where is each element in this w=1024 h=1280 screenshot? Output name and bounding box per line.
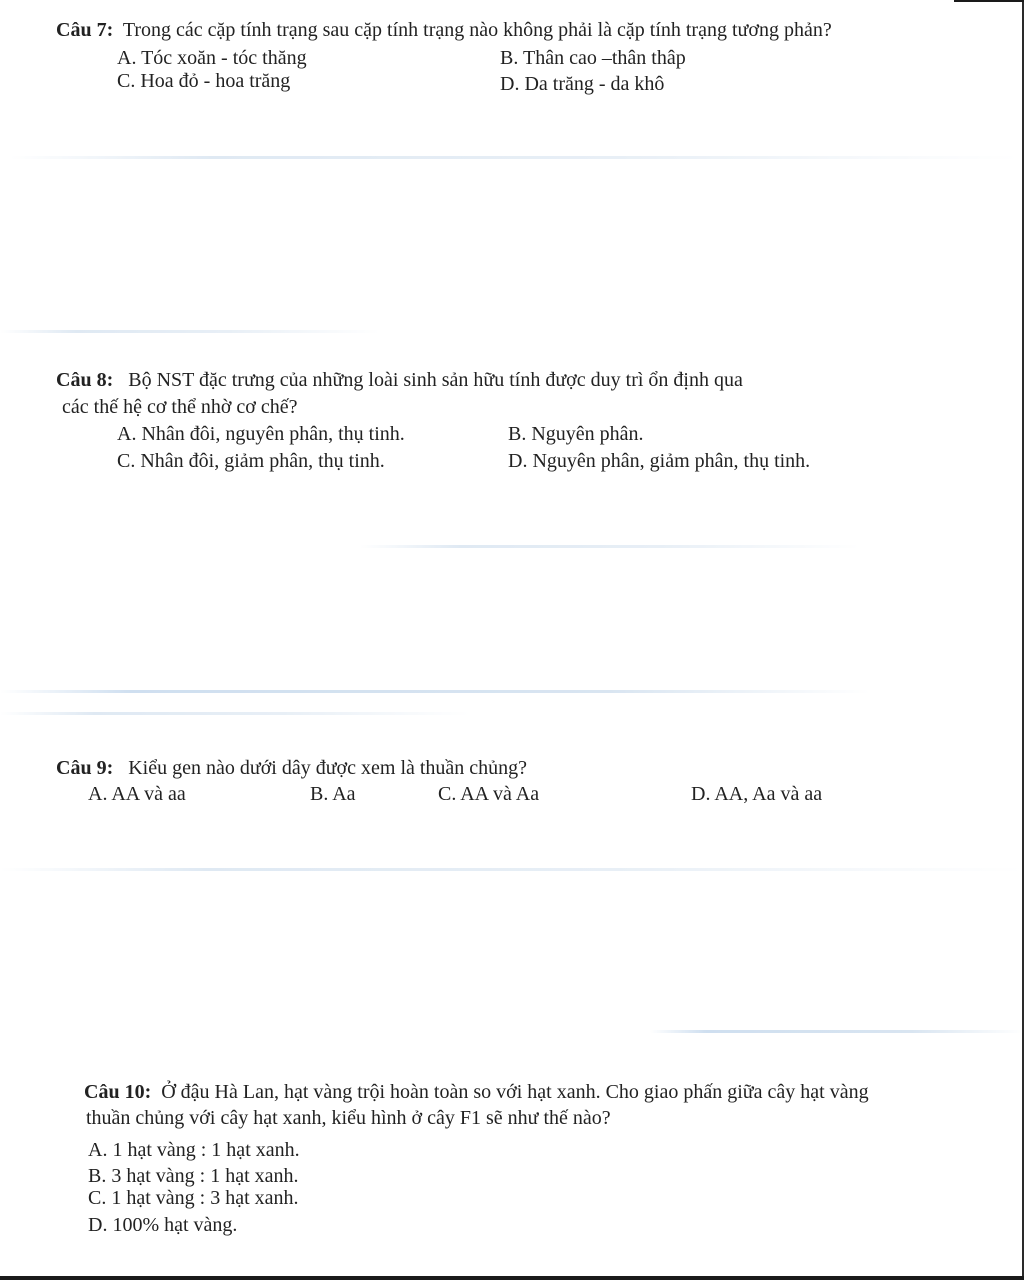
question-9-label: Câu 9: [56, 757, 114, 779]
question-7-label: Câu 7: [56, 19, 114, 41]
question-9-option-a[interactable]: A. AA và aa [88, 783, 186, 805]
question-9-option-b[interactable]: B. Aa [310, 783, 356, 805]
question-8-label: Câu 8: [56, 369, 114, 391]
question-10-text-continued: thuần chủng với cây hạt xanh, kiểu hình ở cây F1 sẽ như thế nào? [86, 1107, 611, 1129]
question-10-option-c[interactable]: C. 1 hạt vàng : 3 hạt xanh. [88, 1187, 299, 1209]
question-9-option-d[interactable]: D. AA, Aa và aa [691, 783, 823, 805]
question-8-stem [56, 368, 743, 392]
question-10-option-b[interactable]: B. 3 hạt vàng : 1 hạt xanh. [88, 1165, 299, 1187]
question-8-option-a[interactable]: A. Nhân đôi, nguyên phân, thụ tinh. [117, 423, 405, 445]
question-10-label: Câu 10: [84, 1081, 152, 1103]
separator [0, 712, 470, 715]
bottom-frame-edge [0, 1276, 1024, 1280]
question-9-stem [56, 756, 527, 780]
question-8-option-c[interactable]: C. Nhân đôi, giảm phân, thụ tinh. [117, 450, 385, 472]
separator [10, 156, 1020, 159]
separator [650, 1030, 1024, 1033]
question-9-text: Kiểu gen nào dưới dây được xem là thuần chủng? [128, 757, 528, 779]
question-10-stem [84, 1080, 869, 1104]
question-10-option-a[interactable]: A. 1 hạt vàng : 1 hạt xanh. [88, 1139, 300, 1161]
question-7-option-b[interactable]: B. Thân cao –thân thâp [500, 47, 686, 69]
separator [0, 690, 870, 693]
question-7-stem [56, 18, 832, 42]
question-8-text-continued: các thế hệ cơ thể nhờ cơ chế? [62, 396, 298, 418]
question-8-option-d[interactable]: D. Nguyên phân, giảm phân, thụ tinh. [508, 450, 811, 472]
separator [0, 868, 1024, 871]
top-frame-edge [954, 0, 1024, 2]
question-8-text: Bộ NST đặc trưng của những loài sinh sản hữu tính được duy trì ổn định qua [128, 369, 743, 391]
separator [360, 545, 860, 548]
question-10-text: Ở đậu Hà Lan, hạt vàng trội hoàn toàn so với hạt xanh. Cho giao phấn giữa cây hạt vàng [161, 1081, 869, 1103]
question-7-option-c[interactable]: C. Hoa đỏ - hoa trăng [117, 70, 291, 92]
separator [0, 330, 380, 333]
question-10-option-d[interactable]: D. 100% hạt vàng. [88, 1214, 238, 1236]
question-7-text: Trong các cặp tính trạng sau cặp tính trạng nào không phải là cặp tính trạng tương phản? [122, 19, 832, 41]
question-9-option-c[interactable]: C. AA và Aa [438, 783, 540, 805]
question-7-option-d[interactable]: D. Da trăng - da khô [500, 73, 665, 95]
question-8-option-b[interactable]: B. Nguyên phân. [508, 423, 644, 445]
question-7-option-a[interactable]: A. Tóc xoăn - tóc thăng [117, 47, 307, 69]
